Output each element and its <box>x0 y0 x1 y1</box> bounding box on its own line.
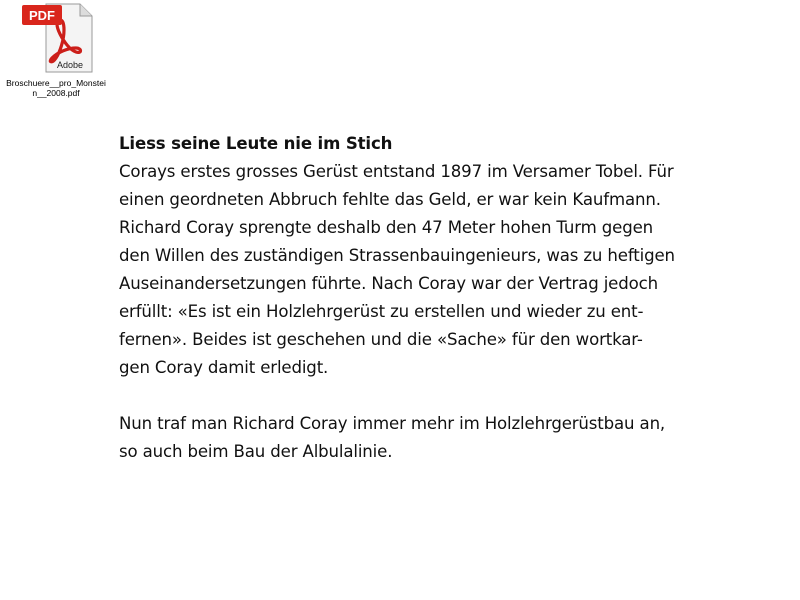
desktop-file-pdf[interactable] <box>4 2 108 98</box>
pdf-badge-label: PDF <box>29 8 55 23</box>
paragraph-line: erfüllt: «Es ist ein Holzlehrgerüst zu erstellen und wieder zu ent- <box>119 302 644 321</box>
pdf-document-icon <box>16 2 96 76</box>
file-name-line-1: Broschuere__pro_Monstei <box>6 78 106 88</box>
paragraph-line: Corays erstes grosses Gerüst entstand 1897 im Versamer Tobel. Für <box>119 162 674 181</box>
adobe-brand-label: Adobe <box>56 60 84 70</box>
paragraph-line: Auseinandersetzungen führte. Nach Coray war der Vertrag jedoch <box>119 274 658 293</box>
paragraph-line: so auch beim Bau der Albulalinie. <box>119 442 393 461</box>
paragraph-line: Nun traf man Richard Coray immer mehr im Holzlehrgerüstbau an, <box>119 414 666 433</box>
paragraph-line: gen Coray damit erledigt. <box>119 358 329 377</box>
file-name-label <box>4 78 108 98</box>
paragraph-2 <box>119 410 699 466</box>
paragraph-line: einen geordneten Abbruch fehlte das Geld, er war kein Kaufmann. <box>119 190 661 209</box>
paragraph-line: den Willen des zuständigen Strassenbauingenieurs, was zu heftigen <box>119 246 675 265</box>
document-text <box>119 130 699 494</box>
file-name-line-2: n__2008.pdf <box>32 88 80 98</box>
paragraph-1 <box>119 158 699 382</box>
paragraph-line: Richard Coray sprengte deshalb den 47 Meter hohen Turm gegen <box>119 218 654 237</box>
paragraph-line: fernen». Beides ist geschehen und die «Sache» für den wortkar- <box>119 330 643 349</box>
document-heading: Liess seine Leute nie im Stich <box>119 134 393 153</box>
